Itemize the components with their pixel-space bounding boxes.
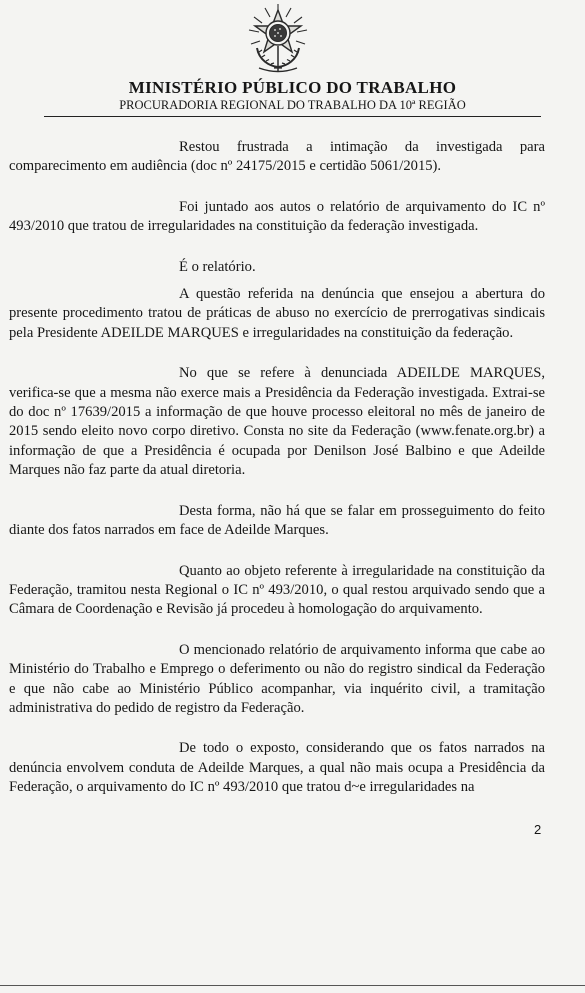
paragraph-e-o-relatorio: É o relatório. [179, 258, 256, 275]
header-divider [44, 116, 541, 117]
coat-of-arms-icon [245, 2, 311, 74]
paragraph-desta-forma: Desta forma, não há que se falar em prosseguimento do feito diante dos fatos narrados em face de Adeilde Marques. [9, 502, 545, 539]
paragraph-objeto-irregularidade: Quanto ao objeto referente à irregularidade na constituição da Federação, tramitou nesta Regional o IC nº 493/2010, o qual restou arquivado sendo que a Câmara de Coordenação e Revisão já procedeu à homologação do arquivamento. [9, 562, 545, 618]
paragraph-questao-denuncia: A questão referida na denúncia que ensejou a abertura do presente procedimento tratou de práticas de abuso no exercício de prerrogativas sindicais pela Presidente ADEILDE MARQUES e irregularidades na constituição da federação. [9, 286, 545, 341]
paragraph-de-todo-exposto: De todo o exposto, considerando que os fatos narrados na denúncia envolvem conduta de Adeilde Marques, a qual não mais ocupa a Presidência da Federação, o arquivamento do IC nº 493/2010 que tratou d~e irregularidades na [9, 740, 545, 796]
header-subtitle: PROCURADORIA REGIONAL DO TRABALHO DA 10ª REGIÃO [119, 98, 466, 112]
document-body [9, 138, 545, 819]
header-title: MINISTÉRIO PÚBLICO DO TRABALHO [128, 78, 457, 97]
paragraph-denunciada: No que se refere à denunciada ADEILDE MARQUES, verifica-se que a mesma não exerce mais a Presidência da Federação investigada. Extrai-se do doc nº 17639/2015 a informação de que houve processo eleitoral no mês de janeiro de 2015 sendo eleito novo corpo diretivo. Consta no site da Federação (www.fenate.org.br) a informação de que a Presidência é ocupada por Denilson José Balbino e que Adeilde Marques não faz parte da atual diretoria. [9, 365, 545, 479]
bottom-edge-line [0, 985, 585, 986]
page-number: 2 [534, 822, 542, 837]
paragraph-intimacao: Restou frustrada a intimação da investigada para comparecimento em audiência (doc nº 24175/2015 e certidão 5061/2015). [9, 139, 545, 175]
paragraph-mencionado-relatorio: O mencionado relatório de arquivamento informa que cabe ao Ministério do Trabalho e Emprego o deferimento ou não do registro sindical da Federação e que não cabe ao Ministério Público acompanhar, via inquérito civil, a tramitação administrativa do pedido de registro da Federação. [9, 641, 545, 716]
paragraph-relatorio-arquivamento: Foi juntado aos autos o relatório de arquivamento do IC nº 493/2010 que tratou de irregularidades na constituição da federação investigada. [9, 198, 545, 235]
